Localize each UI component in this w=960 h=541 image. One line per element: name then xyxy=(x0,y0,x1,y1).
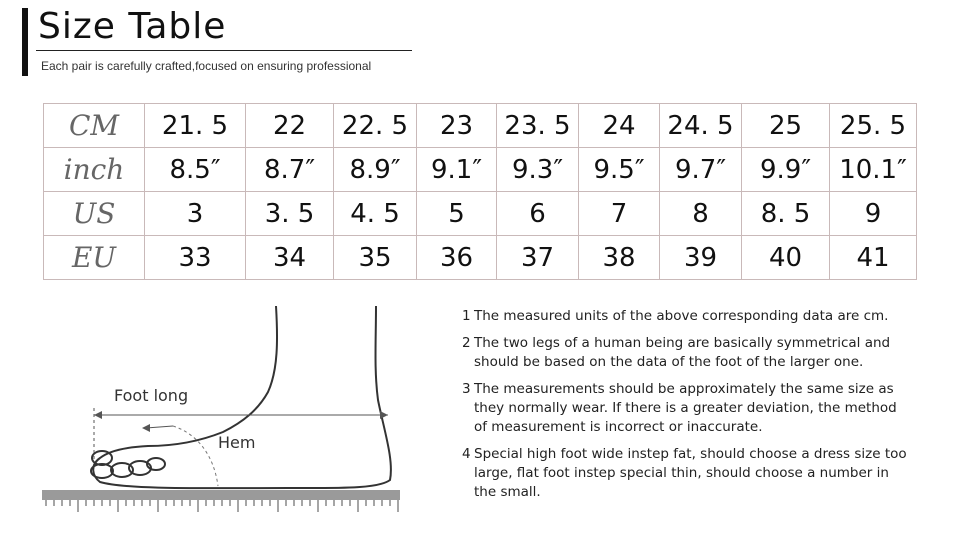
note-text: The measurements should be approximately the same size as they normally wear. If there is a greater deviation, the method of measurement is incorrect or inaccurate. xyxy=(474,381,897,435)
size-cell: 24 xyxy=(579,104,660,148)
size-cell: 8 xyxy=(660,192,742,236)
toe xyxy=(92,451,112,465)
arrow-head-right xyxy=(380,411,388,419)
size-row-inch xyxy=(44,148,917,192)
title-divider xyxy=(36,50,412,51)
measurement-notes xyxy=(462,307,912,510)
size-cell: 3 xyxy=(145,192,246,236)
size-cell: 9 xyxy=(830,192,917,236)
note-number: 2 xyxy=(462,335,471,351)
size-cell: 9.9″ xyxy=(742,148,830,192)
foot-measurement-diagram xyxy=(38,300,418,520)
size-cell: 35 xyxy=(334,236,417,280)
size-cell: 40 xyxy=(742,236,830,280)
size-row-eu xyxy=(44,236,917,280)
note-number: 3 xyxy=(462,381,471,397)
row-label: CM xyxy=(44,104,145,148)
size-cell: 23. 5 xyxy=(497,104,579,148)
size-cell: 6 xyxy=(497,192,579,236)
size-cell: 21. 5 xyxy=(145,104,246,148)
size-cell: 8.9″ xyxy=(334,148,417,192)
size-cell: 9.3″ xyxy=(497,148,579,192)
size-cell: 7 xyxy=(579,192,660,236)
size-cell: 8.5″ xyxy=(145,148,246,192)
size-cell: 22 xyxy=(246,104,334,148)
size-cell: 8. 5 xyxy=(742,192,830,236)
size-cell: 8.7″ xyxy=(246,148,334,192)
hem-arrow-head xyxy=(142,424,150,432)
size-cell: 9.1″ xyxy=(417,148,497,192)
row-label: EU xyxy=(44,236,145,280)
size-cell: 5 xyxy=(417,192,497,236)
note-item xyxy=(462,445,912,502)
hem-arc xyxy=(173,426,218,486)
title-accent-bar xyxy=(22,8,28,76)
note-text: The two legs of a human being are basically symmetrical and should be based on the data of the foot of the larger one. xyxy=(474,335,891,370)
note-item xyxy=(462,334,912,372)
note-number: 4 xyxy=(462,446,471,462)
note-number: 1 xyxy=(462,308,471,324)
size-cell: 34 xyxy=(246,236,334,280)
size-cell: 25. 5 xyxy=(830,104,917,148)
size-cell: 4. 5 xyxy=(334,192,417,236)
note-text: The measured units of the above corresponding data are cm. xyxy=(474,308,889,324)
ruler xyxy=(42,490,400,500)
note-item xyxy=(462,307,912,326)
size-cell: 9.5″ xyxy=(579,148,660,192)
size-row-cm xyxy=(44,104,917,148)
hem-arrow xyxy=(146,426,173,428)
size-cell: 37 xyxy=(497,236,579,280)
size-cell: 10.1″ xyxy=(830,148,917,192)
size-row-us xyxy=(44,192,917,236)
arrow-head-left xyxy=(94,411,102,419)
size-cell: 33 xyxy=(145,236,246,280)
hem-label: Hem xyxy=(218,433,256,452)
size-cell: 24. 5 xyxy=(660,104,742,148)
note-text: Special high foot wide instep fat, should choose a dress size too large, flat foot instep special thin, should choose a number in the small. xyxy=(474,446,907,500)
size-cell: 38 xyxy=(579,236,660,280)
ruler-ticks xyxy=(46,500,398,512)
foot-long-label: Foot long xyxy=(114,386,189,405)
size-cell: 36 xyxy=(417,236,497,280)
note-item xyxy=(462,380,912,437)
size-table xyxy=(43,103,917,280)
size-cell: 3. 5 xyxy=(246,192,334,236)
size-cell: 25 xyxy=(742,104,830,148)
size-cell: 39 xyxy=(660,236,742,280)
page-title: Size Table xyxy=(38,6,227,47)
size-cell: 9.7″ xyxy=(660,148,742,192)
size-cell: 23 xyxy=(417,104,497,148)
page-subtitle: Each pair is carefully crafted,focused on ensuring professional xyxy=(41,59,372,73)
size-cell: 22. 5 xyxy=(334,104,417,148)
size-cell: 41 xyxy=(830,236,917,280)
row-label: US xyxy=(44,192,145,236)
row-label: inch xyxy=(44,148,145,192)
